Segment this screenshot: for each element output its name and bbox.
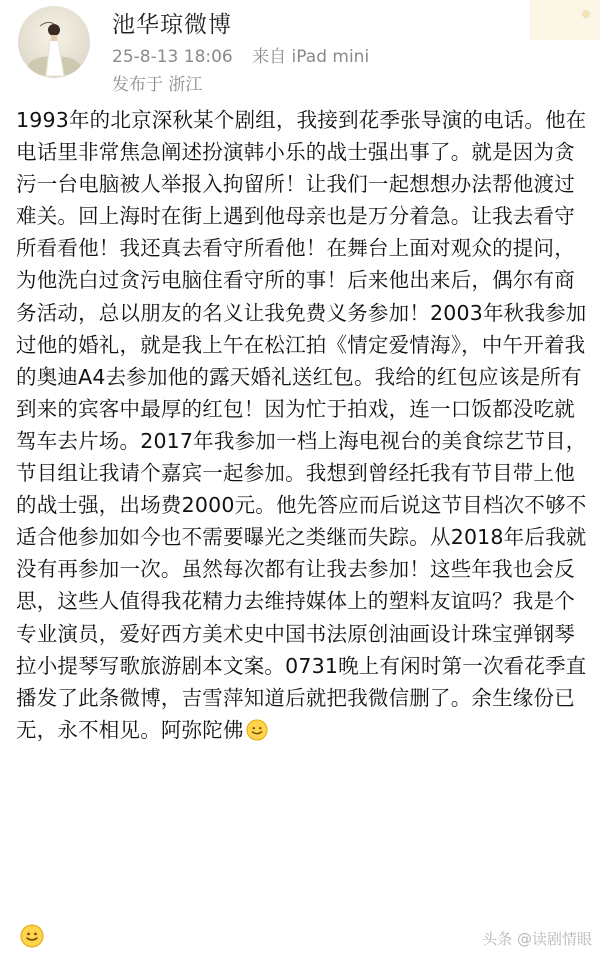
profile-photo-icon <box>18 6 90 78</box>
avatar[interactable] <box>18 6 90 78</box>
watermark: 头条 @读剧情眼 <box>482 930 592 948</box>
post-body <box>16 104 590 746</box>
smile-emoji-icon <box>246 719 268 741</box>
post-datetime: 25-8-13 18:06 <box>112 47 233 67</box>
post-text: 1993年的北京深秋某个剧组，我接到花季张导演的电话。他在电话里非常焦急阐述扮演韩小乐的战士强出事了。就是因为贪污一台电脑被人举报入拘留所！让我们一起想想办法帮他渡过难关。回上海时在街上遇到他母亲也是万分着急。让我去看守所看看他！我还真去看守所看他！在舞台上面对观众的提问，为他洗白过贪污电脑住看守所的事！后来他出来后，偶尔有商务活动，总以朋友的名义让我免费义务参加！2003年秋我参加过他的婚礼，就是我上午在松江拍《情定爱情海》，中午开着我的奥迪A4去参加他的露天婚礼送红包。我给的红包应该是所有到来的宾客中最厚的红包！因为忙于拍戏，连一口饭都没吃就驾车去片场。2017年我参加一档上海电视台的美食综艺节目，节目组让我请个嘉宾一起参加。我想到曾经托我有节目带上他的战士强，出场费2000元。他先答应而后说这节目档次不够不适合他参加如今也不需要曝光之类继而失踪。从2018年后我就没有再参加一次。虽然每次都有让我去参加！这些年我也会反思，这些人值得我花精力去维持媒体上的塑料友谊吗？我是个专业演员，爱好西方美术史中国书法原创油画设计珠宝弹钢琴拉小提琴写歌旅游剧本文案。0731晚上有闲时第一次看花季直播发了此条微博，吉雪萍知道后就把我微信删了。余生缘份已无，永不相见。阿弥陀佛 <box>16 108 587 742</box>
post-meta <box>112 42 383 67</box>
smile-emoji-icon <box>20 924 44 948</box>
post-header <box>0 0 600 100</box>
post-source: 来自 iPad mini <box>252 47 370 67</box>
corner-decoration-icon <box>530 0 600 40</box>
post-location: 发布于 浙江 <box>112 75 203 95</box>
author-name[interactable]: 池华琼微博 <box>112 12 232 38</box>
